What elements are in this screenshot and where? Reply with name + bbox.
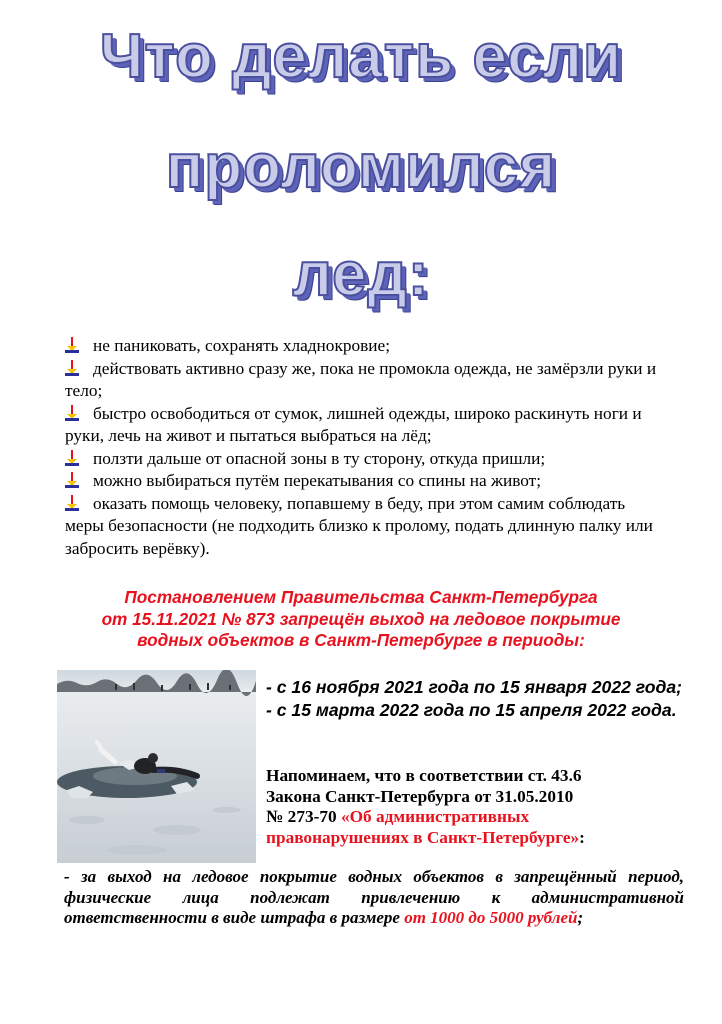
list-item: оказать помощь человеку, попавшему в беду, при этом самим соблюдать меры безопасности (не подходить близко к пролому, подать длинную палку или забросить верёвку).: [65, 493, 653, 558]
decree-line-1: Постановлением Правительства Санкт-Петербурга: [124, 587, 598, 607]
prohibition-periods: [266, 676, 686, 721]
reminder-line-4: правонарушениях в Санкт-Петербурге»:: [266, 827, 585, 847]
list-item: ползти дальше от опасной зоны в ту сторону, откуда пришли;: [65, 448, 665, 471]
title-line-2: проломился: [165, 132, 557, 201]
arrow-bullet-icon: [65, 405, 79, 421]
list-item: действовать активно сразу же, пока не промокла одежда, не замёрзли руки и тело;: [65, 358, 657, 400]
rules-list: [65, 335, 665, 560]
decree-line-3: водных объектов в Санкт-Петербурге в периоды:: [137, 630, 585, 650]
reminder-line-1: Напоминаем, что в соответствии ст. 43.6: [266, 766, 582, 785]
fine-notice: - за выход на ледовое покрытие водных объектов в запрещённый период, физические лица подлежат привлечению к административной ответственности в виде штрафа в размере от 1000 до 5000 рублей;: [64, 867, 684, 927]
fine-text: - за выход на ледовое покрытие водных объектов в запрещённый период, физические лица подлежат привлечению к административной ответственности в виде штрафа в размере: [64, 867, 684, 927]
list-item: можно выбираться путём перекатывания со спины на живот;: [65, 470, 665, 493]
fine-amount: от 1000 до 5000 рублей: [404, 908, 578, 927]
period-2: - с 15 марта 2022 года по 15 апреля 2022 года.: [266, 699, 677, 720]
reminder-line-2: Закона Санкт-Петербурга от 31.05.2010: [266, 786, 574, 806]
decree-line-2: от 15.11.2021 № 873 запрещён выход на ледовое покрытие: [101, 608, 621, 629]
arrow-bullet-icon: [65, 360, 79, 376]
arrow-bullet-icon: [65, 337, 79, 353]
arrow-bullet-icon: [65, 495, 79, 511]
arrow-bullet-icon: [65, 450, 79, 466]
ice-rescue-photo: [57, 670, 256, 863]
list-item: не паниковать, сохранять хладнокровие;: [65, 335, 665, 358]
decree-notice: [40, 587, 682, 652]
law-name-part-2: правонарушениях в Санкт-Петербурге»: [266, 827, 580, 847]
title-line-3: лед:: [292, 240, 430, 309]
arrow-bullet-icon: [65, 472, 79, 488]
title-line-1: Что делать если: [99, 22, 623, 91]
period-1: - с 16 ноября 2021 года по 15 января 2022 года;: [266, 677, 683, 697]
reminder-line-3: № 273-70 «Об административных: [266, 807, 530, 826]
law-reminder: [266, 766, 696, 848]
list-item: быстро освободиться от сумок, лишней одежды, широко раскинуть ноги и руки, лечь на живот и пытаться выбраться на лёд;: [65, 403, 642, 445]
law-name-part-1: «Об административных: [340, 807, 530, 826]
